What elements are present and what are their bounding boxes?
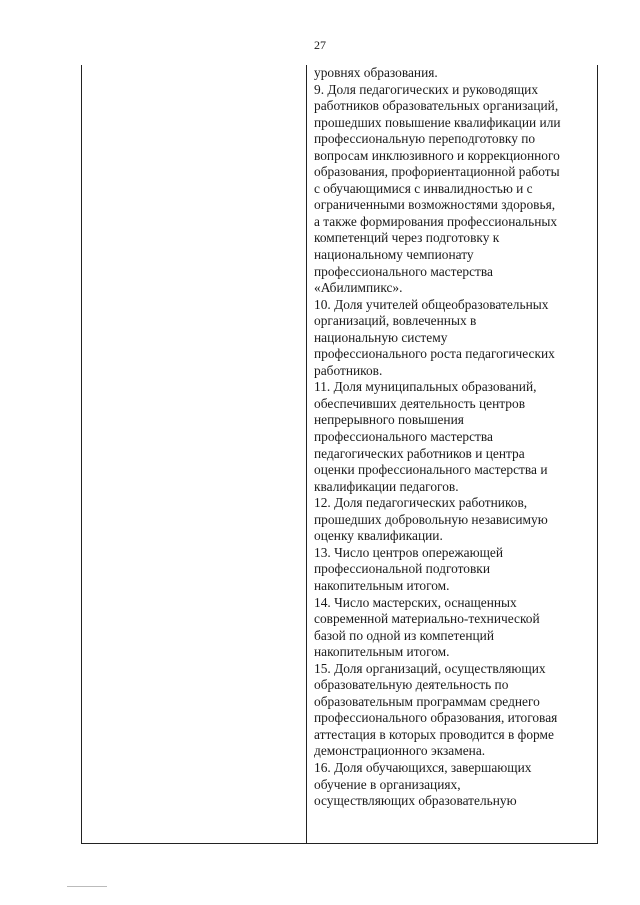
text-line: обеспечивших деятельность центров bbox=[314, 395, 526, 411]
text-line: непрерывного повышения bbox=[314, 412, 464, 428]
text-line: базой по одной из компетенций bbox=[314, 627, 494, 643]
text-line: профессионального роста педагогических bbox=[314, 346, 555, 362]
text-line: уровнях образования. bbox=[314, 65, 438, 80]
text-line: «Абилимпикс». bbox=[314, 280, 403, 296]
text-line: современной материально-технической bbox=[314, 611, 540, 627]
text-line: а также формирования профессиональных bbox=[314, 213, 558, 229]
text-line: вопросам инклюзивного и коррекционного bbox=[314, 147, 560, 163]
text-line: демонстрационного экзамена. bbox=[314, 743, 486, 759]
text-line: компетенций через подготовку к bbox=[314, 230, 500, 246]
text-line: накопительным итогом. bbox=[314, 577, 450, 593]
text-line: накопительным итогом. bbox=[314, 644, 450, 660]
text-line: образовательным программам среднего bbox=[314, 693, 540, 709]
text-line: осуществляющих образовательную bbox=[314, 793, 517, 809]
text-line: профессионального образования, итоговая bbox=[314, 710, 558, 726]
text-line: 11. Доля муниципальных образований, bbox=[314, 379, 537, 395]
text-line: профессиональной подготовки bbox=[314, 561, 490, 577]
text-line: 14. Число мастерских, оснащенных bbox=[314, 594, 517, 610]
text-line: 9. Доля педагогических и руководящих bbox=[314, 81, 539, 97]
footer-divider bbox=[67, 886, 107, 887]
text-line: 10. Доля учителей общеобразовательных bbox=[314, 296, 549, 312]
text-line: обучение в организациях, bbox=[314, 776, 461, 792]
table-left-cell bbox=[82, 65, 307, 843]
text-line: работников. bbox=[314, 362, 383, 378]
text-line: профессиональную переподготовку по bbox=[314, 131, 536, 147]
text-line: 16. Доля обучающихся, завершающих bbox=[314, 759, 532, 775]
text-line: профессионального мастерства bbox=[314, 263, 493, 279]
text-line: организаций, вовлеченных в bbox=[314, 313, 477, 329]
text-line: образования, профориентационной работы bbox=[314, 164, 560, 180]
text-line: 12. Доля педагогических работников, bbox=[314, 495, 528, 511]
text-line: квалификации педагогов. bbox=[314, 478, 459, 494]
text-line: работников образовательных организаций, bbox=[314, 98, 559, 114]
text-line: педагогических работников и центра bbox=[314, 445, 525, 461]
text-line: 13. Число центров опережающей bbox=[314, 544, 504, 560]
text-line: аттестация в которых проводится в форме bbox=[314, 726, 554, 742]
page-number: 27 bbox=[314, 38, 326, 52]
text-line: ограниченными возможностями здоровья, bbox=[314, 197, 556, 213]
text-line: прошедших добровольную независимую bbox=[314, 511, 548, 527]
text-line: национальную систему bbox=[314, 329, 448, 345]
text-line: оценку квалификации. bbox=[314, 528, 443, 544]
text-line: национальному чемпионату bbox=[314, 247, 474, 263]
text-line: с обучающимися с инвалидностью и с bbox=[314, 180, 533, 196]
document-table bbox=[81, 65, 598, 844]
text-line: образовательную деятельность по bbox=[314, 677, 509, 693]
text-line: прошедших повышение квалификации или bbox=[314, 114, 561, 130]
table-right-cell bbox=[307, 65, 599, 843]
text-line: профессионального мастерства bbox=[314, 429, 493, 445]
text-line: 15. Доля организаций, осуществляющих bbox=[314, 660, 546, 676]
text-line: оценки профессионального мастерства и bbox=[314, 462, 548, 478]
